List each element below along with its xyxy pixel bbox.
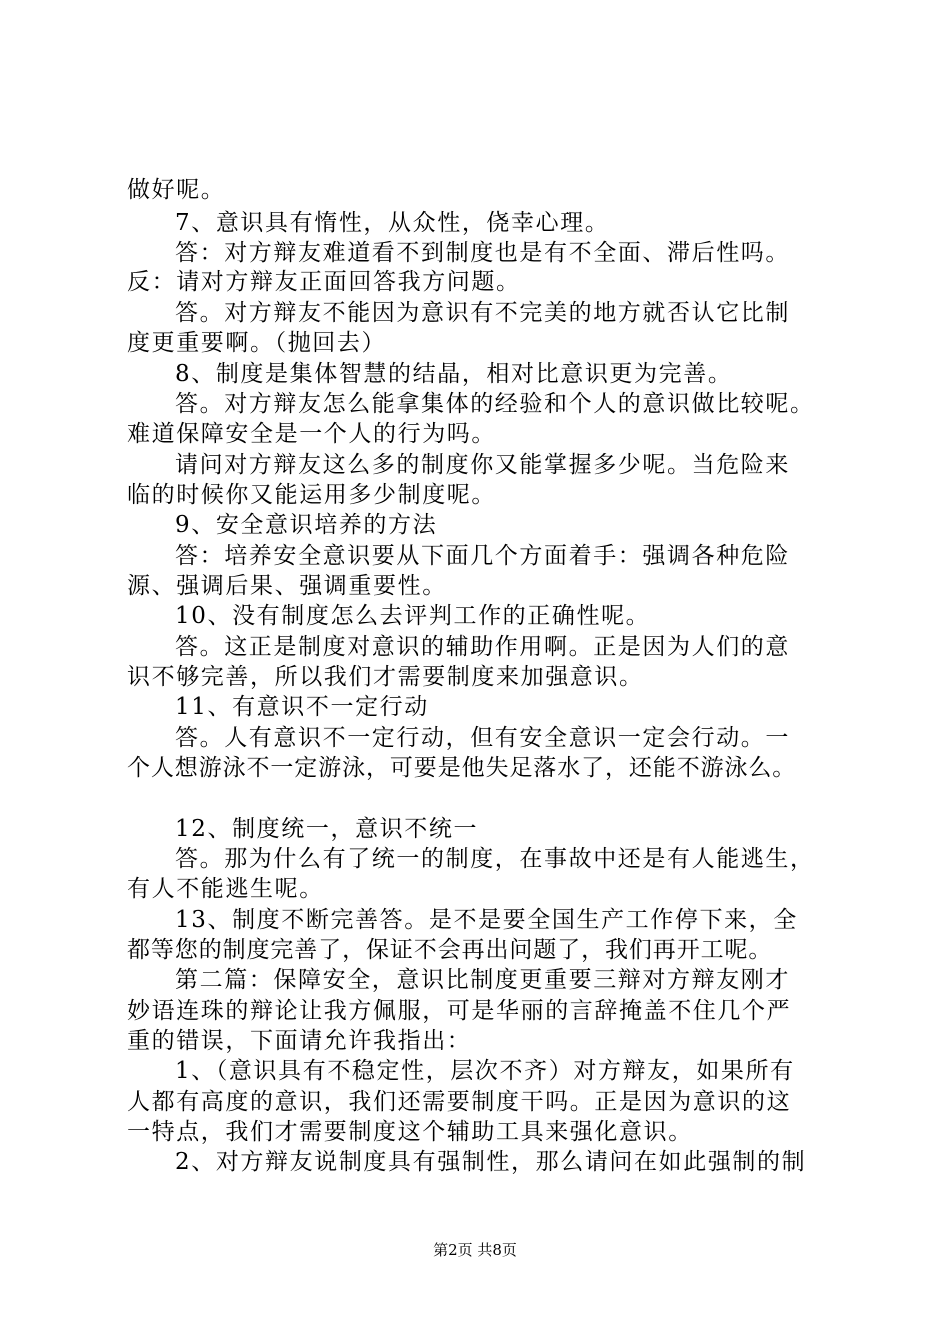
text-line: 第二篇：保障安全，意识比制度更重要三辩对方辩友刚才 <box>175 967 790 993</box>
text-line: 13、制度不断完善答。是不是要全国生产工作停下来，全 <box>175 907 798 933</box>
text-line: 都等您的制度完善了，保证不会再出问题了，我们再开工呢。 <box>127 937 773 963</box>
text-line: 人都有高度的意识，我们还需要制度干吗。正是因为意识的这 <box>127 1089 792 1115</box>
text-line: 2、对方辩友说制度具有强制性，那么请问在如此强制的制 <box>175 1149 807 1175</box>
text-line: 临的时候你又能运用多少制度呢。 <box>127 482 496 508</box>
text-line: 答。那为什么有了统一的制度，在事故中还是有人能逃生， <box>175 846 815 872</box>
text-line: 度更重要啊。（抛回去） <box>127 330 387 356</box>
text-line: 做好呢。 <box>127 177 226 203</box>
text-line: 11、有意识不一定行动 <box>175 694 429 720</box>
text-line: 答。对方辩友不能因为意识有不完美的地方就否认它比制 <box>175 300 790 326</box>
text-line: 重的错误，下面请允许我指出： <box>127 1028 472 1054</box>
text-line: 8、制度是集体智慧的结晶，相对比意识更为完善。 <box>175 361 733 387</box>
text-line: 有人不能逃生呢。 <box>127 876 324 902</box>
text-line: 答。人有意识不一定行动，但有安全意识一定会行动。一 <box>175 725 790 751</box>
text-line: 10、没有制度怎么去评判工作的正确性呢。 <box>175 603 651 629</box>
text-line: 妙语连珠的辩论让我方佩服，可是华丽的言辞掩盖不住几个严 <box>127 998 792 1024</box>
text-line: 识不够完善，所以我们才需要制度来加强意识。 <box>127 664 644 690</box>
text-line: 难道保障安全是一个人的行为吗。 <box>127 421 496 447</box>
text-line: 9、安全意识培养的方法 <box>175 512 438 538</box>
text-line: 反：请对方辩友正面回答我方问题。 <box>127 269 521 295</box>
page-number: 第2页 共8页 <box>433 1241 517 1259</box>
text-line: 个人想游泳不一定游泳，可要是他失足落水了，还能不游泳么。 <box>127 755 797 781</box>
text-line: 答：培养安全意识要从下面几个方面着手：强调各种危险 <box>175 543 790 569</box>
text-line: 一特点，我们才需要制度这个辅助工具来强化意识。 <box>127 1119 693 1145</box>
text-line: 12、制度统一，意识不统一 <box>175 816 479 842</box>
text-line: 答：对方辩友难道看不到制度也是有不全面、滞后性吗。 <box>175 240 790 266</box>
text-line: 1、（意识具有不稳定性，层次不齐）对方辩友，如果所有 <box>175 1058 795 1084</box>
text-line: 7、意识具有惰性，从众性，侥幸心理。 <box>175 210 610 236</box>
text-line: 请问对方辩友这么多的制度你又能掌握多少呢。当危险来 <box>175 452 790 478</box>
text-line: 源、强调后果、强调重要性。 <box>127 573 447 599</box>
text-line: 答。对方辩友怎么能拿集体的经验和个人的意识做比较呢。 <box>175 391 815 417</box>
text-line: 答。这正是制度对意识的辅助作用啊。正是因为人们的意 <box>175 634 790 660</box>
